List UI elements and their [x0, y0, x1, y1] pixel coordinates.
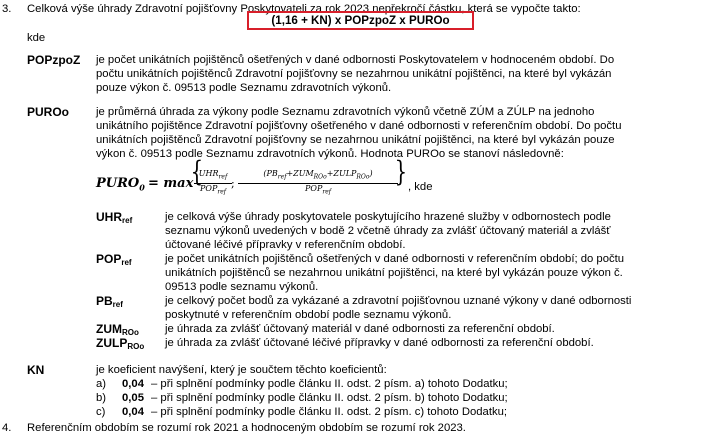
definition-line: je celkový počet bodů za vykázané a zdravotní pojišťovnou uznané výkony v dané odbornosti: [165, 295, 632, 307]
term-uhrref-main: UHR: [96, 210, 122, 224]
term-popref-main: POP: [96, 252, 122, 266]
frac1-den-sub: ref: [217, 188, 226, 196]
frac2-den-sub: ref: [322, 188, 331, 196]
definition-line: je průměrná úhrada za výkony podle Seznamu zdravotních výkonů včetně ZÚM a ZÚLP na jednoho: [96, 106, 595, 118]
definition-line: účtované léčivé přípravky v referenčním období.: [165, 239, 406, 251]
formula-lhs-sub: 0: [139, 182, 145, 193]
frac2-num-b: +ZUM: [286, 169, 314, 178]
definition-pbref: [165, 294, 631, 322]
highlighted-formula-box: [247, 11, 474, 30]
fraction-2: [238, 169, 398, 197]
definition-line: unikátních pojištěnců se nezahrnou unikátní pojištěnci, na které byl vykázán pouze výkon č.: [165, 267, 623, 279]
frac1-num: UHR: [198, 169, 219, 178]
definition-puroo: [96, 105, 621, 161]
definition-popref: [165, 252, 624, 294]
kn-item-text: – při splnění podmínky podle článku II. odst. 2 písm. b) tohoto Dodatku;: [151, 392, 508, 404]
term-zumroo-sub: ROo: [122, 328, 139, 337]
definition-line: je počet unikátních pojištěnců ošetřených v dané odbornosti v referenčním období; do počtu: [165, 253, 625, 265]
kn-item-value: 0,04: [122, 378, 144, 390]
frac1-den: POP: [200, 183, 218, 193]
definition-line: pouze výkon č. 09513 podle Seznamu zdravotních výkonů.: [96, 82, 392, 94]
definition-line: je úhrada za zvlášť účtovaný materiál v dané odbornosti za referenční období.: [165, 323, 555, 335]
term-zulproo-sub: ROo: [127, 342, 145, 351]
definition-line: je celková výše úhrady poskytovatele poskytujícího hrazené služby v odbornostech podle: [165, 211, 611, 223]
term-popzpoz: POPzpoZ: [27, 53, 81, 67]
formula-kde: , kde: [408, 181, 433, 193]
fraction-1: [194, 169, 232, 197]
formula-separator: ;: [231, 177, 235, 190]
definition-line: výkon č. 09513 podle Seznamu zdravotních výkonů. Hodnota PUROo se stanoví následovně:: [96, 148, 564, 160]
term-pbref: [96, 294, 123, 312]
formula-eq-max: = max: [148, 176, 194, 191]
definition-zumroo: [165, 322, 555, 336]
term-zulproo: [96, 336, 144, 354]
right-brace: }: [394, 155, 408, 188]
term-puroo: PUROo: [27, 105, 69, 119]
kn-item-text: – při splnění podmínky podle článku II. odst. 2 písm. a) tohoto Dodatku;: [151, 378, 508, 390]
frac2-num-close: ): [369, 169, 373, 178]
definition-popzpoz: [96, 53, 614, 95]
definition-zulproo: [165, 336, 594, 350]
frac2-num-sub-c: ROo: [356, 173, 370, 181]
frac2-den: POP: [305, 183, 323, 193]
definition-line: poskytnuté v referenčním období podle seznamu výkonů.: [165, 309, 452, 321]
definition-kn-intro: je koeficient navýšení, který je součtem těchto koeficientů:: [96, 364, 387, 376]
term-pbref-main: PB: [96, 294, 113, 308]
definition-line: seznamu výkonů uvedených v bodě 2 včetně úhrady za zvlášť účtovaný materiál a zvlášť: [165, 225, 611, 237]
term-popref: [96, 252, 132, 270]
definition-line: unikátních pojištěnců Zdravotní pojišťovny se nezahrnou unikátní pojištěnci, na které byl vykázán pouze: [96, 134, 615, 146]
formula-lhs: PURO: [96, 176, 140, 191]
frac1-num-sub: ref: [218, 173, 228, 181]
left-brace: {: [190, 155, 204, 188]
definition-line: je úhrada za zvlášť účtované léčivé přípravky v dané odbornosti za referenční období.: [165, 337, 594, 349]
item-3-intro: Celková výše úhrady Zdravotní pojišťovny Poskytovateli za rok 2023 nepřekročí částku, která se vypočte takto:: [27, 3, 581, 15]
term-uhrref-sub: ref: [122, 216, 133, 225]
definition-uhrref: [165, 210, 611, 252]
term-pbref-sub: ref: [112, 300, 123, 309]
term-zulproo-main: ZULP: [96, 336, 128, 350]
frac2-num-sub-a: ref: [277, 173, 287, 181]
kde-label: kde: [27, 32, 46, 44]
frac2-num-c: +ZULP: [326, 169, 357, 178]
item-3-number: 3.: [2, 3, 12, 15]
definition-line: počtu unikátních pojištěnců Zdravotní pojišťovny se nezahrnou unikátní pojištěnci, na které byl vykázán: [96, 68, 612, 80]
term-kn: KN: [27, 363, 45, 377]
term-popref-sub: ref: [121, 258, 132, 267]
term-zumroo-main: ZUM: [96, 322, 122, 336]
frac2-num-a: (PB: [263, 169, 278, 178]
kn-item-letter: c): [96, 406, 106, 418]
definition-line: je počet unikátních pojištěnců ošetřených v dané odbornosti Poskytovatelem v hodnoceném období. Do: [96, 54, 615, 66]
kn-item-text: – při splnění podmínky podle článku II. odst. 2 písm. c) tohoto Dodatku;: [151, 406, 508, 418]
term-uhrref: [96, 210, 132, 228]
definition-line: 09513 podle seznamu výkonů.: [165, 281, 319, 293]
definition-line: unikátního pojištěnce Zdravotní pojišťovny ošetřeného v dané odbornosti v referenčním období. Do počtu: [96, 120, 622, 132]
item-4-number: 4.: [2, 422, 12, 434]
main-formula: (1,16 + KN) x POPzpoZ x PUROo: [271, 14, 450, 27]
kn-item-value: 0,05: [122, 392, 144, 404]
kn-item-letter: b): [96, 392, 107, 404]
frac2-num-sub-b: ROo: [313, 173, 327, 181]
kn-item-letter: a): [96, 378, 107, 390]
kn-item-value: 0,04: [122, 406, 144, 418]
item-4-text: Referenčním obdobím se rozumí rok 2021 a hodnoceným obdobím se rozumí rok 2023.: [27, 422, 466, 434]
